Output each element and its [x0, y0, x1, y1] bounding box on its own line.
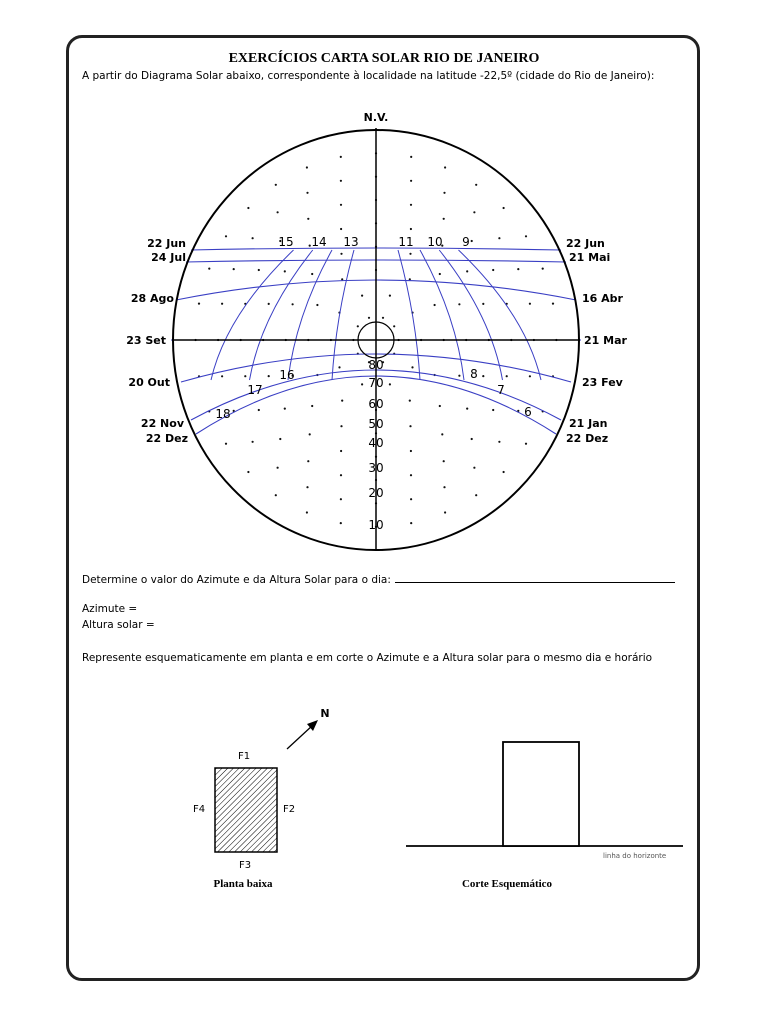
altitude-dot: [444, 511, 446, 513]
altitude-dot: [552, 303, 554, 305]
altitude-dot: [306, 511, 308, 513]
question-prompt: [82, 572, 675, 586]
altitude-dot: [311, 405, 313, 407]
date-answer-line[interactable]: [395, 572, 675, 583]
question-prompt-text: Determine o valor do Azimute e da Altura Solar para o dia:: [82, 574, 391, 586]
hour-11: 11: [398, 235, 414, 249]
hour-7: 7: [497, 383, 505, 397]
altitude-dot: [529, 303, 531, 305]
hour-10: 10: [427, 235, 443, 249]
altitude-dot: [198, 303, 200, 305]
altitude-dot: [361, 295, 363, 297]
page-title: EXERCÍCIOS CARTA SOLAR RIO DE JANEIRO: [228, 51, 540, 66]
altitude-dot: [361, 383, 363, 385]
altitude-dot: [307, 460, 309, 462]
altura-label: Altura solar =: [82, 619, 155, 631]
altitude-dot: [292, 303, 294, 305]
altitude-dot: [208, 268, 210, 270]
horizon-label: linha do horizonte: [603, 852, 667, 860]
face-f4: F4: [192, 804, 206, 815]
altitude-dot: [221, 375, 223, 377]
altitude-dot: [340, 228, 342, 230]
altitude-dot: [275, 184, 277, 186]
altitude-70: 70: [368, 376, 384, 390]
altitude-50: 50: [368, 417, 384, 431]
altitude-dot: [410, 498, 412, 500]
hour-line: [420, 250, 464, 380]
altitude-dot: [225, 443, 227, 445]
date-left-20-out: 20 Out: [128, 376, 170, 389]
altitude-dot: [268, 375, 270, 377]
altitude-dot: [252, 237, 254, 239]
date-left-22-jun: 22 Jun: [147, 237, 186, 250]
altitude-dot: [482, 303, 484, 305]
altitude-dot: [225, 235, 227, 237]
date-right-21-jan: 21 Jan: [569, 417, 608, 430]
altitude-dot: [498, 237, 500, 239]
altitude-20: 20: [368, 486, 384, 500]
altitude-dot: [252, 441, 254, 443]
altitude-dot: [443, 486, 445, 488]
hour-15: 15: [278, 235, 294, 249]
altitude-dot: [340, 450, 342, 452]
altitude-dot: [443, 192, 445, 194]
altitude-dot: [389, 383, 391, 385]
hour-17: 17: [247, 383, 263, 397]
altitude-60: 60: [368, 397, 384, 411]
altitude-dot: [458, 303, 460, 305]
altitude-dot: [506, 375, 508, 377]
altitude-dot: [439, 273, 441, 275]
altitude-dot: [498, 441, 500, 443]
altitude-dot: [411, 366, 413, 368]
altitude-dot: [284, 408, 286, 410]
altitude-dot: [340, 180, 342, 182]
altitude-dot: [247, 471, 249, 473]
altitude-dot: [279, 438, 281, 440]
altitude-dot: [409, 400, 411, 402]
altitude-80: 80: [368, 358, 384, 372]
altitude-dot: [340, 498, 342, 500]
hour-8: 8: [470, 367, 478, 381]
altitude-dot: [338, 366, 340, 368]
date-right-16-abr: 16 Abr: [582, 292, 623, 305]
altitude-dot: [525, 443, 527, 445]
altitude-dot: [466, 408, 468, 410]
altitude-dot: [221, 303, 223, 305]
altitude-dot: [473, 211, 475, 213]
altitude-dot: [409, 425, 411, 427]
altitude-dot: [529, 375, 531, 377]
altitude-dot: [258, 409, 260, 411]
altitude-dot: [340, 204, 342, 206]
altitude-dot: [475, 184, 477, 186]
date-left-24-jul: 24 Jul: [151, 251, 186, 264]
azimute-label: Azimute =: [82, 603, 138, 615]
altitude-dot: [275, 494, 277, 496]
date-right-21-mai: 21 Mai: [569, 251, 611, 264]
altitude-dot: [410, 474, 412, 476]
altitude-dot: [284, 270, 286, 272]
hour-6: 6: [524, 405, 532, 419]
altitude-40: 40: [368, 436, 384, 450]
altitude-dot: [368, 317, 370, 319]
altitude-dot: [439, 405, 441, 407]
altitude-dot: [233, 268, 235, 270]
hour-line: [398, 250, 420, 380]
altitude-dot: [382, 317, 384, 319]
altitude-dot: [340, 253, 342, 255]
altitude-dot: [441, 433, 443, 435]
date-left-28-ago: 28 Ago: [130, 292, 174, 305]
section-building: [503, 742, 579, 846]
altitude-dot: [357, 325, 359, 327]
altitude-dot: [244, 375, 246, 377]
altitude-dot: [434, 304, 436, 306]
altitude-dot: [309, 433, 311, 435]
altitude-dot: [341, 400, 343, 402]
north-label: N.V.: [363, 111, 389, 124]
date-left-22-dez: 22 Dez: [145, 432, 188, 445]
altitude-dot: [458, 375, 460, 377]
altitude-dot: [492, 269, 494, 271]
date-left-23-set: 23 Set: [126, 334, 166, 347]
altitude-dot: [492, 409, 494, 411]
altitude-dot: [277, 211, 279, 213]
hour-13: 13: [343, 235, 359, 249]
altitude-30: 30: [368, 461, 384, 475]
altitude-dot: [258, 269, 260, 271]
altitude-dot: [410, 450, 412, 452]
plan-building: [215, 768, 277, 852]
altitude-dot: [306, 486, 308, 488]
altitude-dot: [340, 474, 342, 476]
altitude-10: 10: [368, 518, 384, 532]
face-f2: F2: [282, 804, 296, 815]
north-arrow-label: N: [320, 707, 330, 720]
face-f1: F1: [237, 751, 251, 762]
altitude-dot: [410, 156, 412, 158]
altitude-dot: [471, 438, 473, 440]
altitude-dot: [503, 471, 505, 473]
altitude-dot: [410, 180, 412, 182]
hour-9: 9: [462, 235, 470, 249]
date-right-23-fev: 23 Fev: [582, 376, 623, 389]
hour-line: [332, 250, 354, 380]
hour-line: [288, 250, 332, 380]
hour-18: 18: [215, 407, 231, 421]
altitude-dot: [466, 270, 468, 272]
altitude-dot: [475, 494, 477, 496]
altitude-dot: [393, 325, 395, 327]
north-arrow: [287, 725, 313, 749]
altitude-dot: [542, 268, 544, 270]
altitude-dot: [525, 235, 527, 237]
altitude-dot: [306, 166, 308, 168]
altitude-dot: [389, 295, 391, 297]
hour-14: 14: [311, 235, 327, 249]
plan-caption: Planta baixa: [213, 878, 273, 890]
date-right-22-jun: 22 Jun: [566, 237, 605, 250]
altitude-dot: [473, 467, 475, 469]
face-f3: F3: [238, 860, 252, 871]
altitude-dot: [410, 204, 412, 206]
altitude-dot: [482, 375, 484, 377]
altitude-dot: [471, 240, 473, 242]
altitude-dot: [340, 522, 342, 524]
altitude-dot: [503, 207, 505, 209]
altitude-dot: [247, 207, 249, 209]
altitude-dot: [340, 156, 342, 158]
altitude-dot: [268, 303, 270, 305]
altitude-dot: [410, 522, 412, 524]
date-right-22-dez: 22 Dez: [566, 432, 609, 445]
altitude-dot: [306, 192, 308, 194]
altitude-dot: [307, 218, 309, 220]
altitude-dot: [409, 253, 411, 255]
altitude-dot: [443, 218, 445, 220]
instruction-text: Represente esquematicamente em planta e em corte o Azimute e a Altura solar para o mesmo dia e horário: [82, 652, 653, 664]
date-left-22-nov: 22 Nov: [140, 417, 184, 430]
altitude-dot: [277, 467, 279, 469]
altitude-dot: [410, 228, 412, 230]
altitude-dot: [316, 304, 318, 306]
hour-16: 16: [279, 368, 295, 382]
altitude-dot: [444, 166, 446, 168]
altitude-dot: [517, 268, 519, 270]
altitude-dot: [311, 273, 313, 275]
intro-text: A partir do Diagrama Solar abaixo, correspondente à localidade na latitude -22,5º (cidade do Rio de Janeiro):: [82, 70, 655, 82]
date-right-21-mar: 21 Mar: [584, 334, 627, 347]
altitude-dot: [340, 425, 342, 427]
altitude-dot: [443, 460, 445, 462]
section-caption: Corte Esquemático: [461, 878, 553, 890]
